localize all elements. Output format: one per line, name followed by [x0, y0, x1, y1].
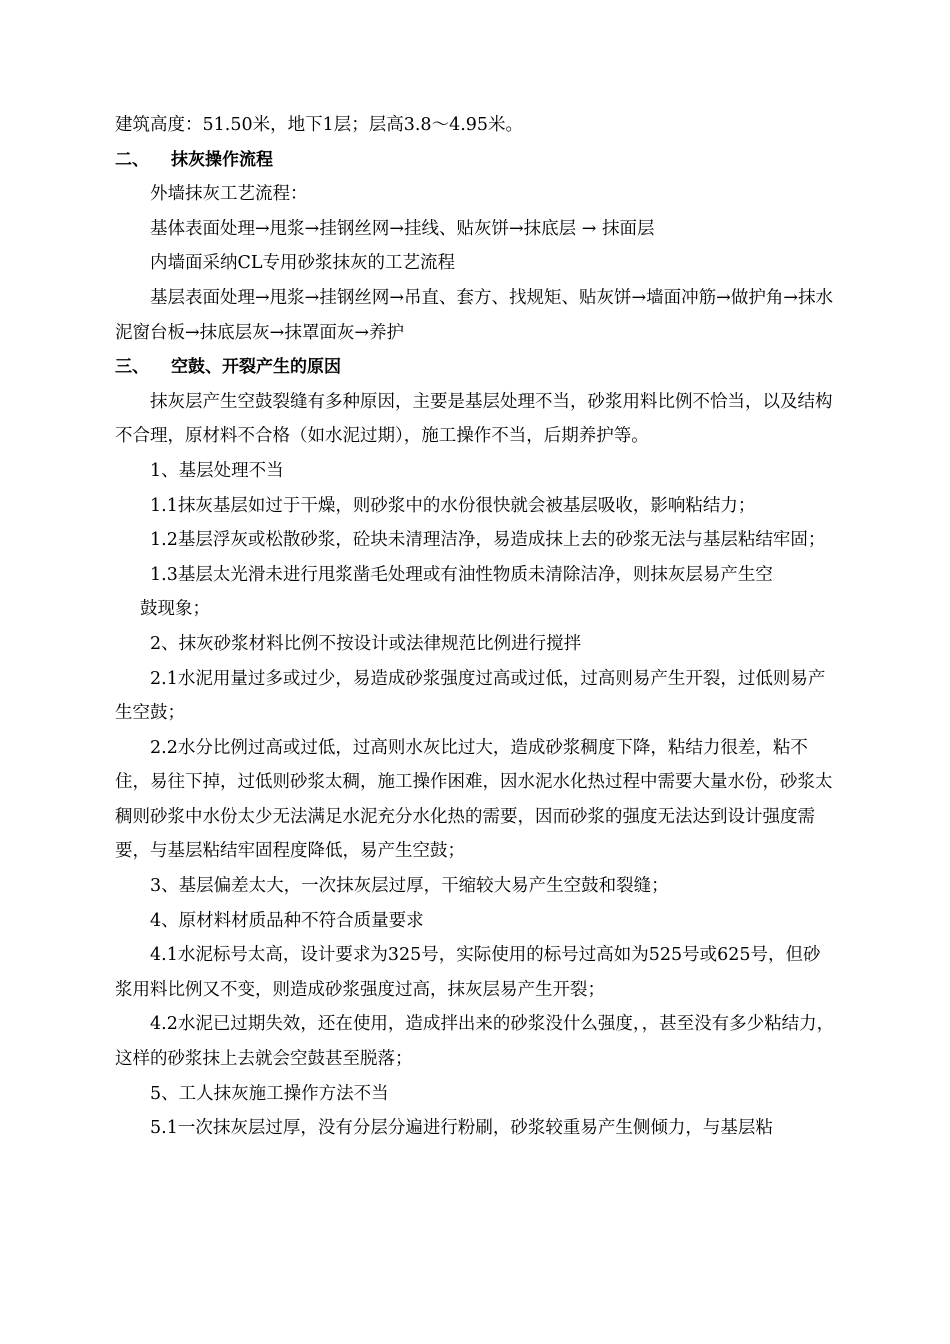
item-2-1: 2.1水泥用量过多或过少，易造成砂浆强度过高或过低，过高则易产生开裂，过低则易产生空鼓； — [115, 668, 826, 724]
section-number: 二、 — [115, 149, 149, 170]
interior-flow-title: 内墙面采纳CL专用砂浆抹灰的工艺流程 — [150, 253, 456, 274]
exterior-flow-title: 外墙抹灰工艺流程： — [150, 184, 308, 205]
section-title: 空鼓、开裂产生的原因 — [171, 357, 341, 378]
exterior-flow-steps: 基体表面处理→甩浆→挂钢丝网→挂线、贴灰饼→抹底层 → 抹面层 — [150, 218, 655, 239]
item-4-1: 4.1水泥标号太高，设计要求为325号，实际使用的标号过高如为525号或625号，但砂浆用料比例又不变，则造成砂浆强度过高，抹灰层易产生开裂； — [115, 945, 821, 1000]
section-heading-3 — [115, 350, 835, 385]
item-4: 4、原材料材质品种不符合质量要求 — [150, 910, 424, 931]
item-1-3-line2: 鼓现象； — [140, 599, 210, 620]
section-title: 抹灰操作流程 — [171, 149, 273, 170]
item-1-1: 1.1抹灰基层如过于干燥，则砂浆中的水份很快就会被基层吸收，影响粘结力； — [150, 495, 756, 516]
item-3: 3、基层偏差太大，一次抹灰层过厚，干缩较大易产生空鼓和裂缝； — [150, 876, 669, 897]
document-body — [115, 108, 835, 1146]
item-2: 2、抹灰砂浆材料比例不按设计或法律规范比例进行搅拌 — [150, 633, 582, 654]
item-1-3-line1: 1.3基层太光滑未进行甩浆凿毛处理或有油性物质未清除洁净，则抹灰层易产生空 — [150, 564, 773, 585]
item-1-3 — [115, 558, 835, 627]
paragraph-intro: 抹灰层产生空鼓裂缝有多种原因，主要是基层处理不当，砂浆用料比例不恰当，以及结构不合理，原材料不合格（如水泥过期），施工操作不当，后期养护等。 — [115, 391, 833, 447]
interior-flow-steps: 基层表面处理→甩浆→挂钢丝网→吊直、套方、找规矩、贴灰饼→墙面冲筋→做护角→抹水泥窗台板→抹底层灰→抹罩面灰→养护 — [115, 287, 833, 343]
building-height-line: 建筑高度：51.50米，地下1层；层高3.8～4.95米。 — [115, 115, 524, 135]
item-5: 5、工人抹灰施工操作方法不当 — [150, 1083, 389, 1104]
item-2-2: 2.2水分比例过高或过低，过高则水灰比过大，造成砂浆稠度下降，粘结力很差，粘不住，易往下掉，过低则砂浆太稠，施工操作困难，因水泥水化热过程中需要大量水份，砂浆太稠则砂浆中水份太少无法满足水泥充分水化热的需要，因而砂浆的强度无法达到设计强度需要，与基层粘结牢固程度降低，易产生空鼓； — [115, 737, 833, 862]
item-1-2: 1.2基层浮灰或松散砂浆，砼块未清理洁净，易造成抹上去的砂浆无法与基层粘结牢固； — [150, 530, 826, 551]
section-number: 三、 — [115, 357, 149, 378]
item-5-1: 5.1一次抹灰层过厚，没有分层分遍进行粉刷，砂浆较重易产生侧倾力，与基层粘 — [150, 1118, 773, 1139]
section-heading-2 — [115, 143, 835, 178]
item-4-2: 4.2水泥已过期失效，还在使用，造成拌出来的砂浆没什么强度，，甚至没有多少粘结力，这样的砂浆抹上去就会空鼓甚至脱落； — [115, 1014, 835, 1070]
item-1: 1、基层处理不当 — [150, 460, 284, 481]
